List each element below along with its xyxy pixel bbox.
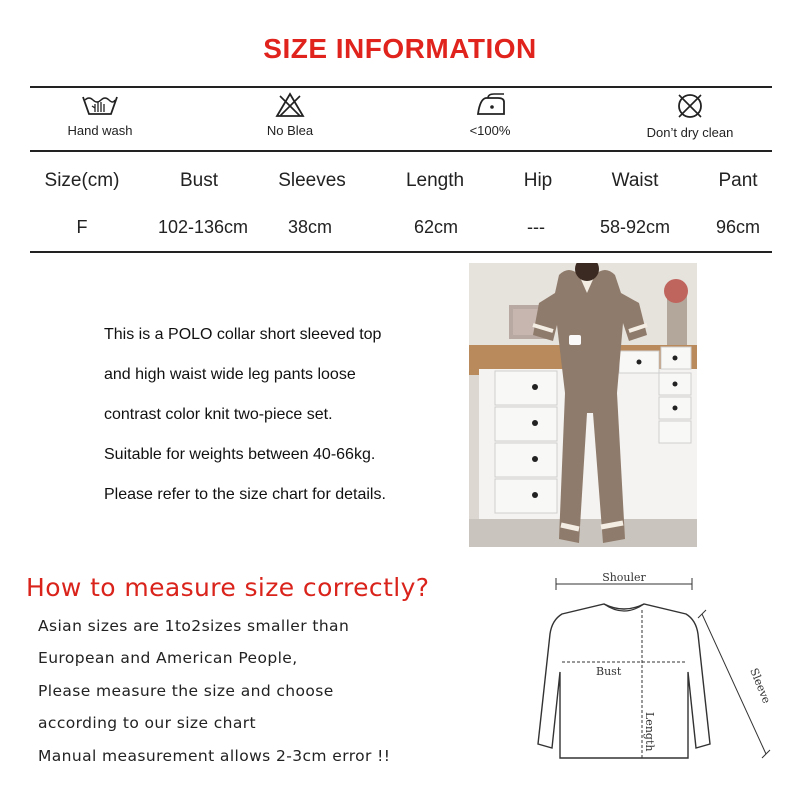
table-cell: F: [76, 217, 88, 237]
table-cell: 102-136cm: [157, 217, 249, 237]
hand-wash-icon: [80, 92, 120, 118]
measure-line: Please measure the size and choose: [38, 681, 334, 700]
table-row: [0, 217, 800, 241]
care-iron: [410, 92, 570, 138]
measure-instructions: [38, 612, 498, 774]
header-cell: Bust: [179, 170, 219, 191]
header-cell: Size(cm): [44, 170, 120, 191]
table-cell: 62cm: [413, 217, 458, 237]
product-description: [104, 320, 464, 520]
table-cell: 96cm: [715, 217, 760, 237]
measure-line: according to our size chart: [38, 714, 257, 733]
divider-top: [30, 86, 772, 88]
product-photo: [469, 263, 697, 547]
measure-line: Asian sizes are 1to2sizes smaller than: [38, 617, 350, 635]
care-no-dry-clean: [610, 92, 770, 140]
care-hand-wash: [20, 92, 180, 138]
description-line: This is a POLO collar short sleeved top: [104, 326, 382, 343]
description-line: and high waist wide leg pants loose: [104, 366, 356, 383]
care-label: No Blea: [266, 123, 314, 138]
iron-icon: [470, 92, 510, 118]
care-label: <100%: [469, 123, 511, 138]
table-cell: 58-92cm: [599, 217, 671, 237]
care-no-bleach: [210, 92, 370, 138]
length-label: Length: [643, 712, 656, 752]
care-label: Hand wash: [67, 123, 133, 138]
measurement-diagram: [530, 562, 790, 794]
measure-line: European and American People,: [38, 649, 298, 668]
table-cell: ---: [527, 217, 545, 237]
header-cell: Length: [405, 170, 465, 191]
header-cell: Sleeves: [278, 170, 346, 191]
size-table-header: [0, 170, 800, 194]
table-cell: 38cm: [287, 217, 332, 237]
sleeve-label: Sleeve: [747, 666, 774, 706]
description-line: contrast color knit two-piece set.: [104, 406, 333, 423]
divider-middle: [30, 150, 772, 152]
no-dry-clean-icon: [675, 92, 705, 120]
no-bleach-icon: [275, 92, 305, 118]
description-line: Suitable for weights between 40-66kg.: [104, 446, 376, 463]
measure-title: How to measure size correctly?: [26, 573, 430, 602]
description-line: Please refer to the size chart for details.: [104, 486, 386, 503]
care-label: Don’t dry clean: [646, 125, 734, 140]
page-title: SIZE INFORMATION: [263, 33, 537, 64]
header-cell: Pant: [718, 170, 758, 191]
header-cell: Hip: [523, 170, 553, 191]
shoulder-label: Shouler: [602, 571, 646, 584]
divider-bottom: [30, 251, 772, 253]
bust-label: Bust: [596, 665, 622, 678]
measure-line: Manual measurement allows 2-3cm error !!: [38, 746, 391, 765]
header-cell: Waist: [611, 170, 659, 191]
